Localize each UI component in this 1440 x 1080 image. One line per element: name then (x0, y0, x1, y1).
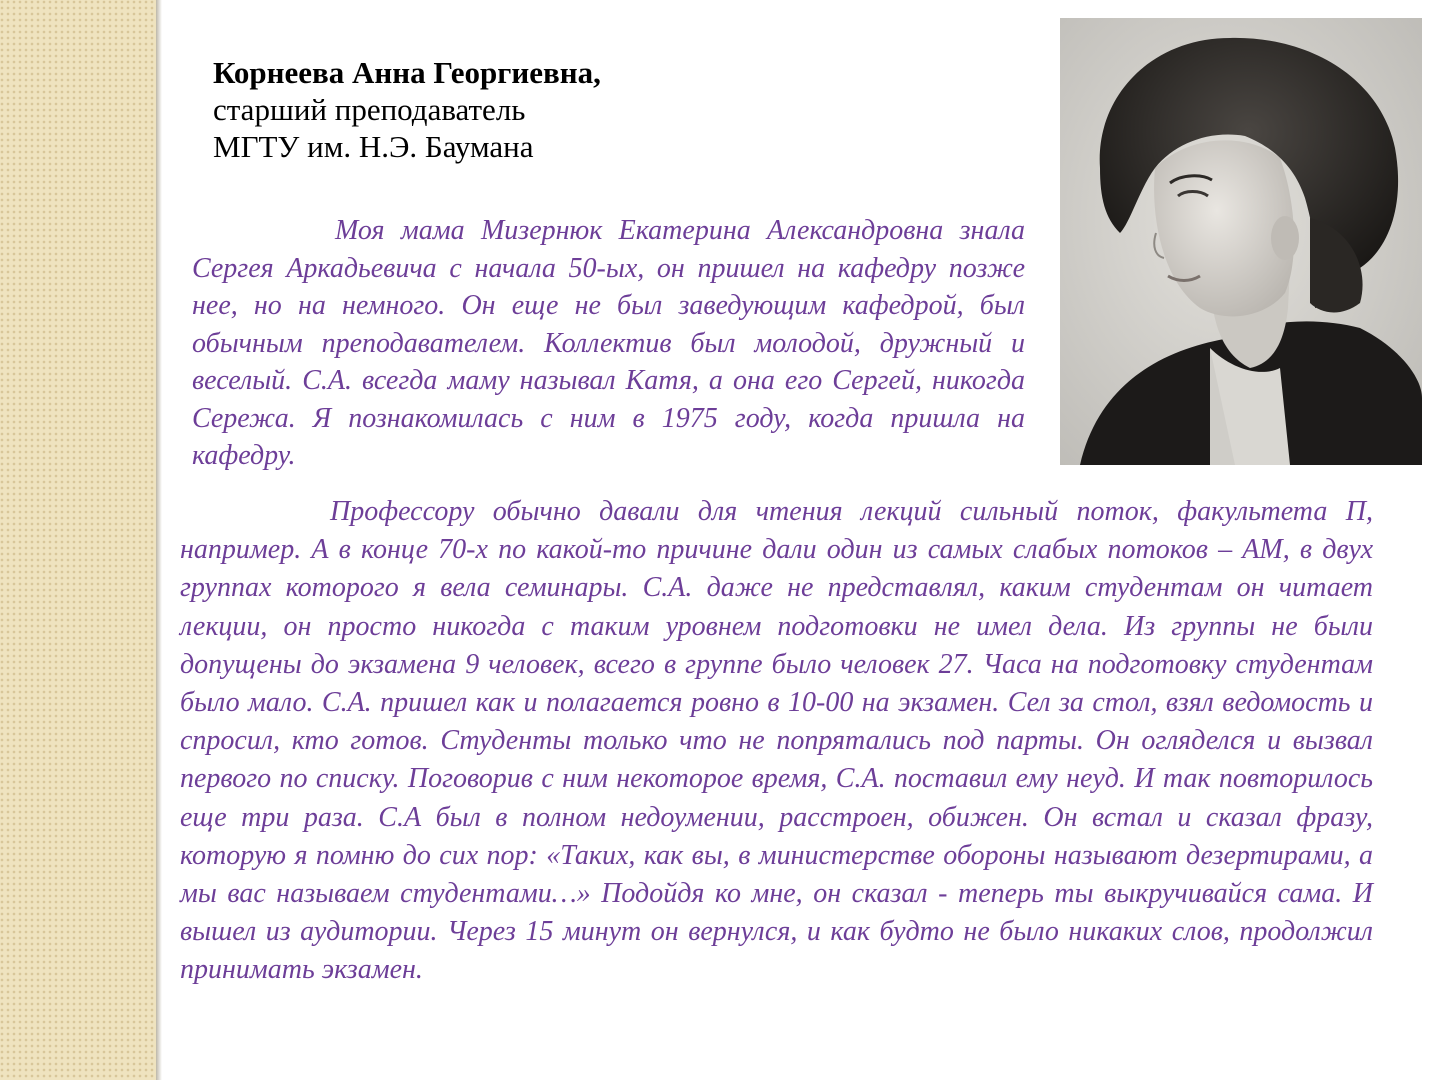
author-university: МГТУ им. Н.Э. Баумана (213, 129, 534, 164)
author-heading (213, 54, 601, 165)
author-position: старший преподаватель (213, 92, 526, 127)
paragraph-story: Профессору обычно давали для чтения лекций сильный поток, факультета П, например. А в конце 70-х по какой-то причине дали один из самых слабых потоков – АМ, в двух группах которого я вела семинары. С.А. даже не представлял, каким студентам он читает лекции, он просто никогда с таким уровнем подготовки не имел дела. Из группы не были допущены до экзамена 9 человек, всего в группе было человек 27. Часа на подготовку студентам было мало. С.А. пришел как и полагается ровно в 10-00 на экзамен. Сел за стол, взял ведомость и спросил, кто готов. Студенты только что не попрятались под парты. Он огляделся и вызвал первого по списку. Поговорив с ним некоторое время, С.А. поставил ему неуд. И так повторилось еще три раза. С.А был в полном недоумении, расстроен, обижен. Он встал и сказал фразу, которую я помню до сих пор: «Таких, как вы, в министерстве обороны называют дезертирами, а мы вас называем студентами…» Подойдя ко мне, он сказал - теперь ты выкручивайся сама. И вышел из аудитории. Через 15 минут он вернулся, и как будто не было никаких слов, продолжил принимать экзамен. (180, 496, 1373, 986)
paragraph-intro: Моя мама Мизернюк Екатерина Александровна знала Сергея Аркадьевича с начала 50-ых, он пришел на кафедру позже нее, но на немного. Он еще не был заведующим кафедрой, был обычным преподавателем. Коллектив был молодой, дружный и веселый. С.А. всегда маму называл Катя, а она его Сергей, никогда Сережа. Я познакомилась с ним в 1975 году, когда пришла на кафедру. (192, 215, 1025, 471)
decorative-left-strip (0, 0, 156, 1080)
portrait-photo (1060, 18, 1422, 465)
strip-shadow (156, 0, 162, 1080)
author-name: Корнеева Анна Георгиевна, (213, 55, 601, 90)
